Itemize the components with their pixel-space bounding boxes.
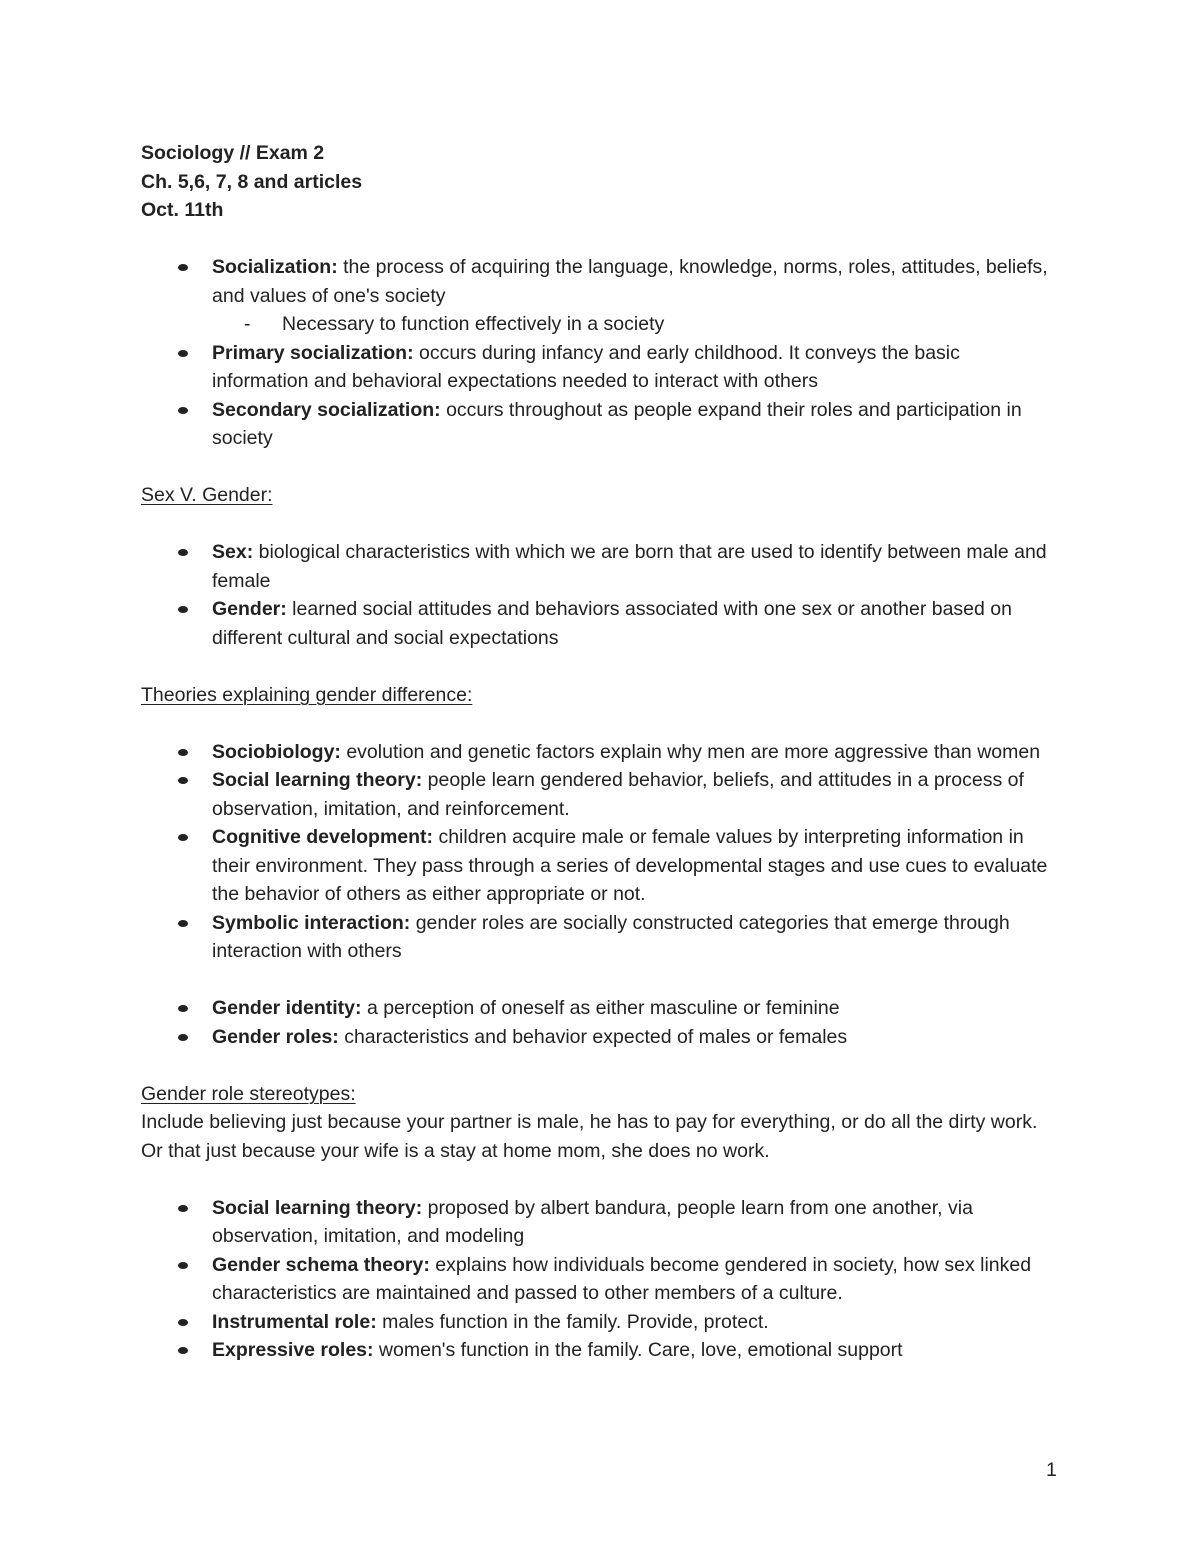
theories-list — [141, 738, 1071, 966]
term: Secondary socialization: — [212, 398, 441, 421]
bullet-icon — [178, 1205, 188, 1212]
term: Sex: — [212, 541, 254, 563]
bullet-icon — [178, 1262, 188, 1269]
list-item — [141, 1336, 1071, 1365]
list-item — [141, 595, 1071, 652]
bullet-icon — [178, 549, 188, 556]
term: Gender: — [212, 598, 287, 620]
definition: children acquire male or female values by interpreting information in their environment. They pass through a series of developmental stages and use cues to evaluate the behavior of others as either appropriate or not. — [212, 826, 1048, 905]
stereotypes-paragraph: Include believing just because your partner is male, he has to pay for everything, or do all the dirty work. Or that just because your wife is a stay at home mom, she does no work. — [141, 1111, 1038, 1162]
definition: a perception of oneself as either masculine or feminine — [361, 997, 840, 1019]
definition: the process of acquiring the language, knowledge, norms, roles, attitudes, beliefs, and values of one's society — [212, 256, 1048, 307]
sub-list-item — [141, 310, 1061, 339]
bullet-icon — [178, 407, 188, 414]
term: Symbolic interaction: — [212, 911, 411, 934]
sub-item-text: Necessary to function effectively in a society — [282, 313, 665, 335]
definition: gender roles are socially constructed categories that emerge through interaction with others — [212, 911, 1010, 962]
section-heading-stereotypes: Gender role stereotypes: — [141, 1082, 356, 1105]
term: Gender identity: — [212, 997, 362, 1019]
list-item — [141, 538, 1071, 595]
term: Cognitive development: — [212, 826, 434, 848]
definition: explains how individuals become gendered in society, how sex linked characteristics are maintained and passed to other members of a culture. — [212, 1253, 1032, 1304]
bullet-icon — [178, 1319, 188, 1326]
roles-list — [141, 1194, 1071, 1365]
document-date: Oct. 11th — [141, 199, 224, 221]
dash-marker: - — [244, 313, 251, 335]
bullet-icon — [178, 777, 188, 784]
list-item — [141, 738, 1071, 767]
spacer — [141, 510, 1071, 539]
bullet-icon — [178, 1347, 188, 1354]
definition: biological characteristics with which we are born that are used to identify between male and female — [212, 541, 1047, 592]
list-item — [141, 994, 1071, 1023]
definition: evolution and genetic factors explain why men are more aggressive than women — [340, 740, 1041, 763]
definition: occurs during infancy and early childhood. It conveys the basic information and behavioral expectations needed to interact with others — [212, 341, 960, 392]
list-item — [141, 1023, 1071, 1052]
term: Socialization: — [212, 256, 338, 278]
socialization-list — [141, 253, 1071, 453]
definition: women's function in the family. Care, love, emotional support — [373, 1339, 903, 1361]
list-item — [141, 823, 1071, 909]
document-page — [141, 139, 1071, 1365]
spacer — [141, 1165, 1071, 1194]
spacer — [141, 709, 1071, 738]
definition: people learn gendered behavior, beliefs, and attitudes in a process of observation, imitation, and reinforcement. — [212, 769, 1024, 820]
spacer — [141, 453, 1071, 482]
term: Expressive roles: — [212, 1339, 374, 1361]
bullet-icon — [178, 834, 188, 841]
bullet-icon — [178, 749, 188, 756]
section-heading-theories: Theories explaining gender difference: — [141, 683, 473, 706]
definition: proposed by albert bandura, people learn from one another, via observation, imitation, and modeling — [212, 1196, 973, 1247]
definition: occurs throughout as people expand their roles and participation in society — [212, 398, 1022, 449]
spacer — [141, 966, 1071, 995]
list-item — [141, 766, 1071, 823]
term: Gender roles: — [212, 1025, 339, 1048]
bullet-icon — [178, 264, 188, 271]
definition: males function in the family. Provide, protect. — [376, 1310, 769, 1333]
spacer — [141, 225, 1071, 254]
list-item — [141, 396, 1071, 453]
term: Social learning theory: — [212, 769, 423, 791]
page-number: 1 — [1046, 1459, 1057, 1481]
term: Instrumental role: — [212, 1310, 377, 1333]
term: Sociobiology: — [212, 740, 341, 763]
bullet-icon — [178, 1005, 188, 1012]
bullet-icon — [178, 920, 188, 927]
document-title: Sociology // Exam 2 — [141, 142, 325, 164]
sex-gender-list — [141, 538, 1071, 652]
list-item — [141, 1251, 1071, 1308]
section-heading-sex-gender: Sex V. Gender: — [141, 484, 273, 506]
bullet-icon — [178, 606, 188, 613]
spacer — [141, 1051, 1071, 1080]
term: Social learning theory: — [212, 1196, 423, 1219]
bullet-icon — [178, 1034, 188, 1041]
definition: learned social attitudes and behaviors associated with one sex or another based on different cultural and social expectations — [212, 598, 1012, 649]
list-item — [141, 253, 1071, 339]
definition: characteristics and behavior expected of males or females — [338, 1025, 848, 1048]
list-item — [141, 909, 1071, 966]
document-chapters: Ch. 5,6, 7, 8 and articles — [141, 170, 363, 193]
term: Primary socialization: — [212, 341, 414, 364]
list-item — [141, 1194, 1071, 1251]
gender-identity-list — [141, 994, 1071, 1051]
bullet-icon — [178, 350, 188, 357]
list-item — [141, 339, 1071, 396]
term: Gender schema theory: — [212, 1253, 430, 1276]
list-item — [141, 1308, 1071, 1337]
spacer — [141, 652, 1071, 681]
